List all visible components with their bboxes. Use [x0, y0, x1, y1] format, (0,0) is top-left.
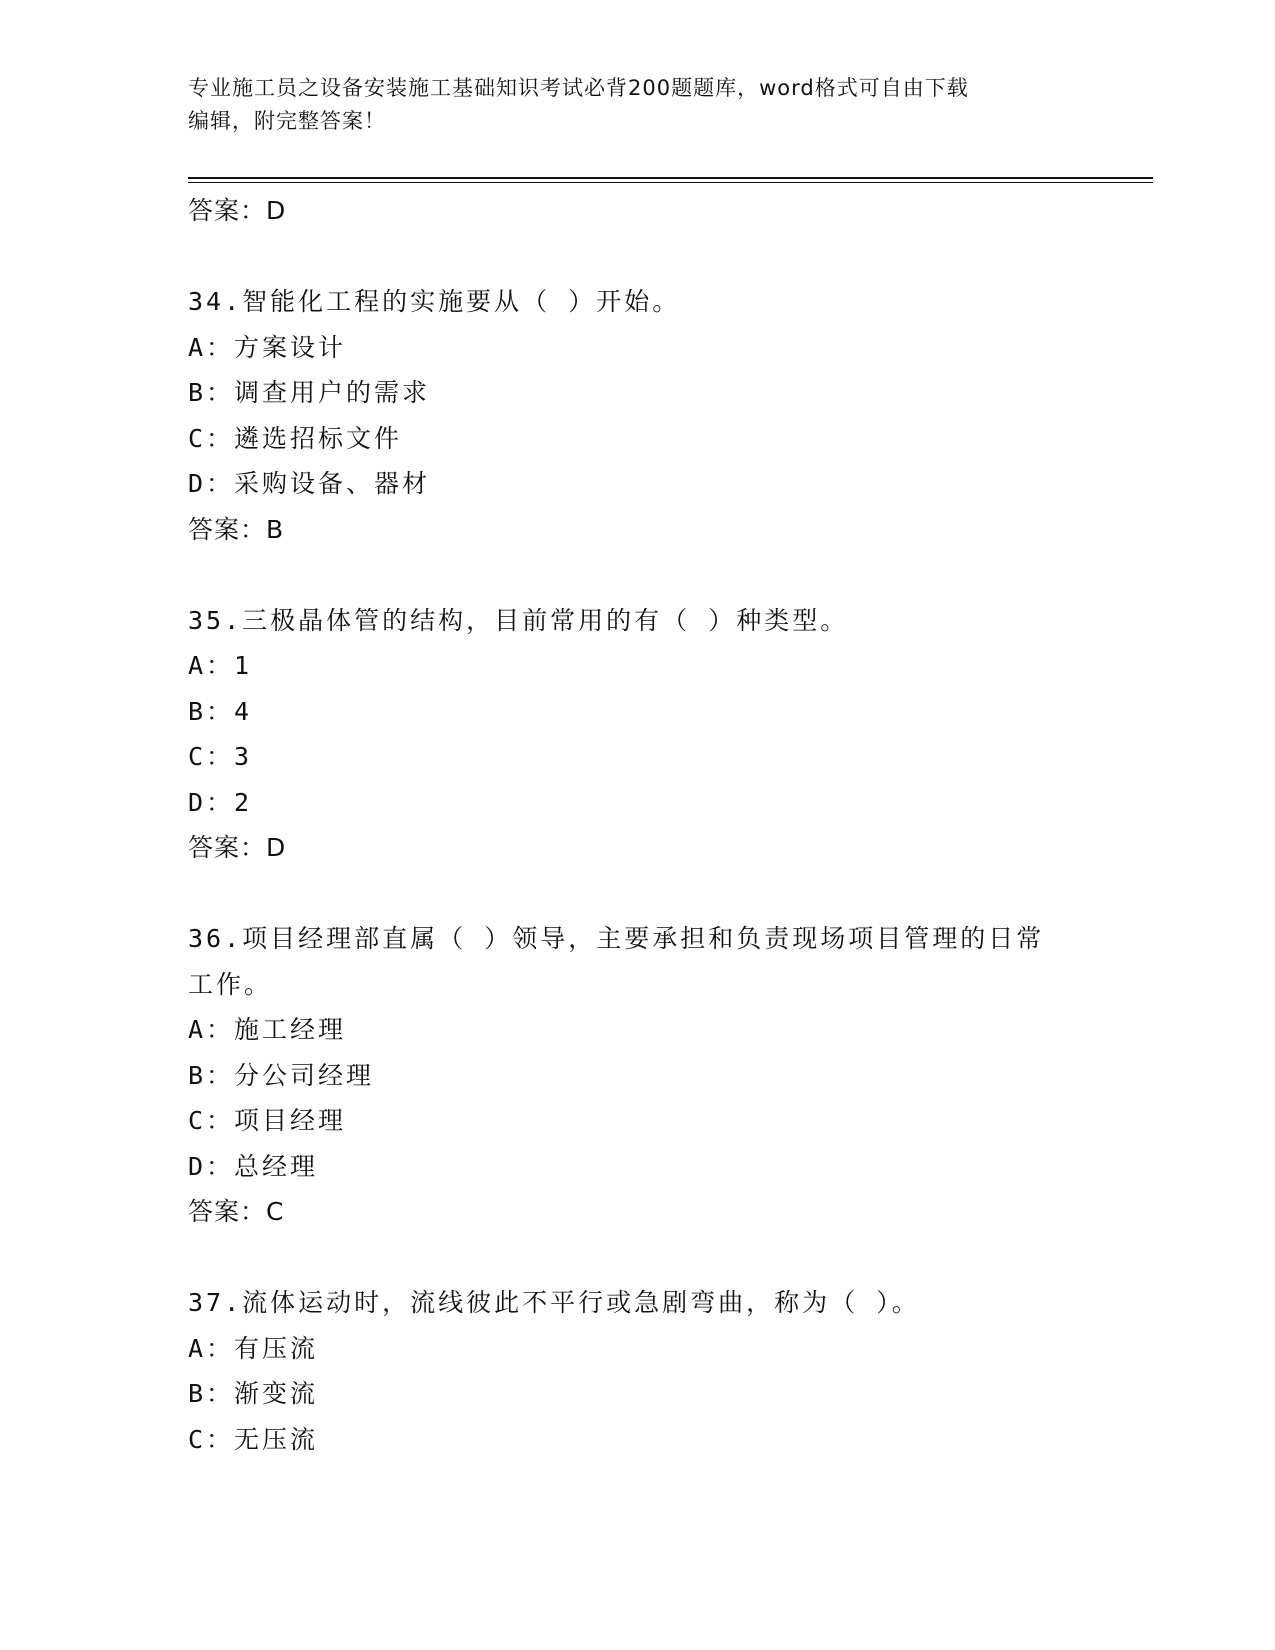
option-b: B：4	[188, 696, 253, 726]
option-b: B：调查用户的需求	[188, 378, 431, 407]
option-d: D：总经理	[188, 1151, 319, 1181]
option-a: A：有压流	[188, 1333, 319, 1363]
option-b: B：渐变流	[188, 1379, 319, 1408]
option-d: D：2	[188, 787, 253, 817]
option-c: C：3	[188, 742, 253, 771]
spacer	[188, 871, 1088, 917]
header-line-1: 专业施工员之设备安装施工基础知识考试必背200题题库，word格式可自由下载	[188, 76, 969, 100]
question-35	[188, 598, 1088, 871]
option-b: B：分公司经理	[188, 1060, 375, 1090]
option-c: C：项目经理	[188, 1106, 347, 1135]
answer-line: 答案：C	[188, 1197, 285, 1226]
question-list	[188, 188, 1088, 1462]
option-a: A：1	[188, 651, 253, 680]
answer-line: 答案：D	[188, 196, 287, 225]
option-c: C：遴选招标文件	[188, 423, 403, 453]
question-stem: 34.智能化工程的实施要从（ ）开始。	[188, 287, 681, 316]
spacer	[188, 1235, 1088, 1281]
question-stem-continued: 工作。	[188, 969, 273, 999]
question-stem: 37.流体运动时，流线彼此不平行或急剧弯曲，称为（ ）。	[188, 1288, 920, 1317]
header-divider	[188, 177, 1153, 179]
spacer	[188, 552, 1088, 598]
header-line-2: 编辑，附完整答案！	[188, 109, 386, 133]
question-stem: 36.项目经理部直属（ ）领导，主要承担和负责现场项目管理的日常	[188, 924, 1045, 953]
question-36	[188, 916, 1088, 1235]
question-34	[188, 279, 1088, 552]
option-a: A：施工经理	[188, 1015, 347, 1044]
option-a: A：方案设计	[188, 332, 347, 362]
question-37	[188, 1280, 1088, 1462]
question-stem: 35.三极晶体管的结构，目前常用的有（ ）种类型。	[188, 605, 849, 635]
header-divider-thin	[188, 182, 1153, 183]
document-header	[188, 72, 1088, 138]
answer-line: 答案：B	[188, 514, 285, 544]
answer-line: 答案：D	[188, 833, 287, 862]
option-c: C：无压流	[188, 1424, 319, 1454]
option-d: D：采购设备、器材	[188, 469, 431, 498]
spacer	[188, 234, 1088, 280]
